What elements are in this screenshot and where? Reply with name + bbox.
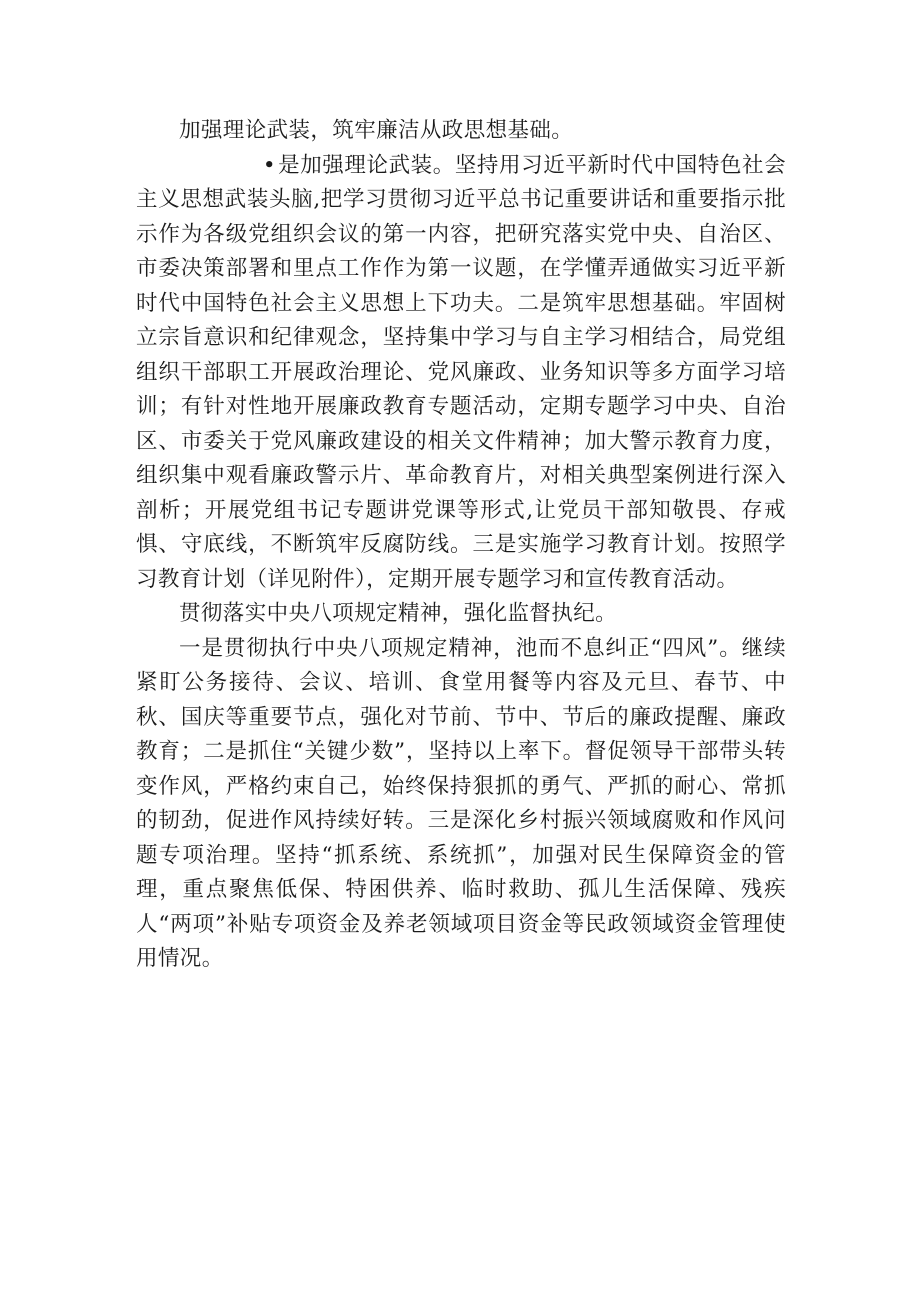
section-heading-eight-rules: 贯彻落实中央八项规定精神，强化监督执纪。 <box>179 601 618 626</box>
bullet-dot: • <box>262 152 276 178</box>
section-heading-theory: 加强理论武装，筑牢廉洁从政思想基础。 <box>179 118 574 143</box>
paragraph-theory-armament <box>136 149 786 598</box>
document-body <box>136 114 786 977</box>
paragraph-theory-text: 是加强理论武装。坚持用习近平新时代中国特色社会主义思想武装头脑,把学习贯彻习近平总书记重要讲话和重要指示批示作为各级党组织会议的第一内容，把研究落实党中央、自治区、市委决策部署和里点工作作为第一议题，在学懂弄通做实习近平新时代中国特色社会主义思想上下功夫。二是筑牢思想基础。牢固树立宗旨意识和纪律观念，坚持集中学习与自主学习相结合，局党组组织干部职工开展政治理论、党风廉政、业务知识等多方面学习培训；有针对性地开展廉政教育专题活动，定期专题学习中央、自治区、市委关于党风廉政建设的相关文件精神；加大警示教育力度，组织集中观看廉政警示片、革命教育片，对相关典型案例进行深入剖析；开展党组书记专题讲党课等形式,让党员干部知敬畏、存戒惧、守底线，不断筑牢反腐防线。三是实施学习教育计划。按照学习教育计划（详见附件），定期开展专题学习和宣传教育活动。 <box>136 152 786 592</box>
paragraph-eight-rules: 一是贯彻执行中央八项规定精神，池而不息纠正“四风”。继续紧盯公务接待、会议、培训、食堂用餐等内容及元旦、春节、中秋、国庆等重要节点，强化对节前、节中、节后的廉政提醒、廉政教育；二是抓住“关键少数”，坚持以上率下。督促领导干部带头转变作风，严格约束自己，始终保持狠抓的勇气、严抓的耐心、常抓的韧劲，促进作风持续好转。三是深化乡村振兴领域腐败和作风问题专项治理。坚持“抓系统、系统抓”，加强对民生保障资金的管理，重点聚焦低保、特困供养、临时救助、孤儿生活保障、残疾人“两项”补贴专项资金及养老领域项目资金等民政领域资金管理使用情况。 <box>136 635 786 971</box>
